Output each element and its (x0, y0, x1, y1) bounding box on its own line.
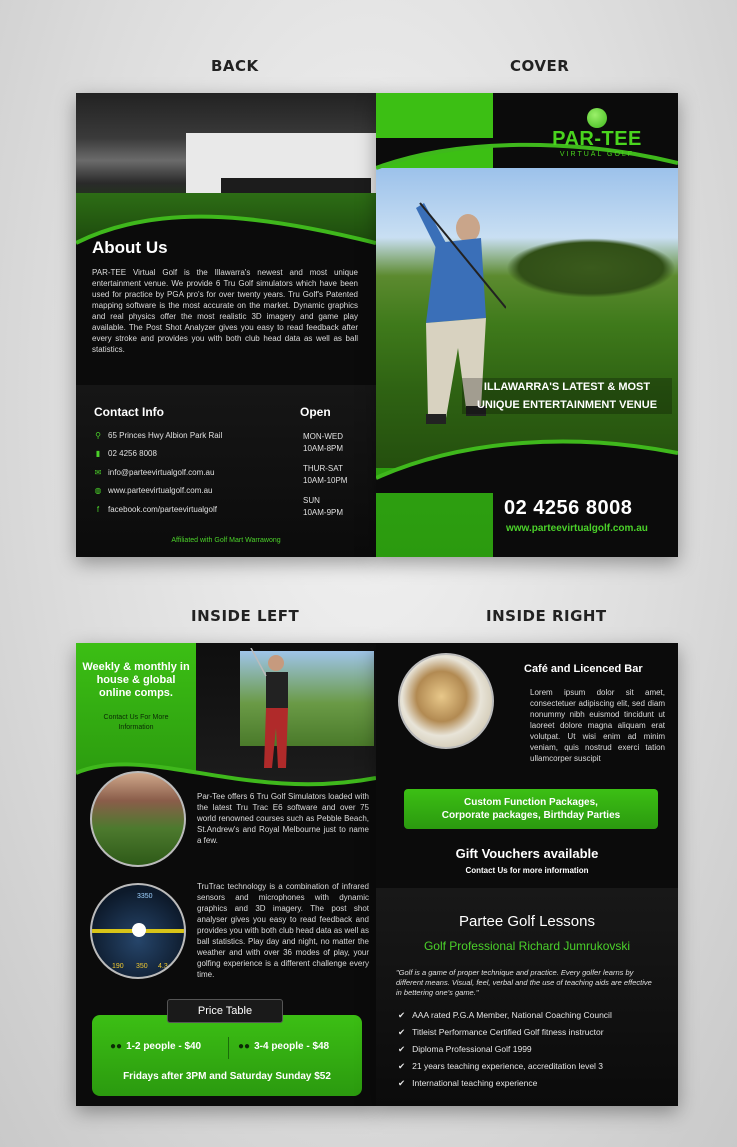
price-title: Price Table (167, 999, 283, 1023)
list-item: ✔ AAA rated P.G.A Member, National Coaching Council (398, 1010, 612, 1020)
contact-website[interactable]: ◍ www.parteevirtualgolf.com.au (94, 485, 213, 495)
contact-facebook[interactable]: f facebook.com/parteevirtualgolf (94, 505, 217, 514)
stat-1: 3350 (137, 893, 153, 900)
logo-sub: VIRTUAL GOLF (559, 151, 635, 158)
vouchers-title: Gift Vouchers available (455, 846, 599, 861)
qualifications-list (398, 1010, 658, 1095)
hours-list (303, 431, 347, 519)
heading-inside-right: INSIDE RIGHT (486, 607, 607, 625)
stat-2: 190 (112, 963, 124, 970)
lessons-title: Partee Golf Lessons (459, 913, 595, 930)
heading-inside-left: INSIDE LEFT (191, 607, 300, 625)
functions-box: Custom Function Packages, Corporate packages, Birthday Parties (404, 789, 658, 829)
globe-icon: ◍ (94, 485, 102, 495)
stat-3: 350 (136, 963, 148, 970)
cafe-text: Lorem ipsum dolor sit amet, consectetuer adipiscing elit, sed diam nonummy nibh euismod tincidunt ut laoreet dolore magna aliquam erat volutpat. Ut wisi enim ad minim veniam, quis nostrud exerci tation ullamcorper suscipit (530, 688, 665, 763)
hours-sun: SUN 10AM-9PM (303, 496, 344, 517)
price-table (92, 1005, 362, 1096)
vouchers-sub[interactable]: Contact Us for more information (465, 866, 589, 875)
about-title: About Us (92, 238, 168, 257)
list-item: ✔ 21 years teaching experience, accreditation level 3 (398, 1061, 604, 1071)
price-weekend: Fridays after 3PM and Saturday Sunday $52 (123, 1071, 331, 1082)
cover-website[interactable]: www.parteevirtualgolf.com.au (506, 523, 648, 534)
checkmark-icon: ✔ (398, 1044, 406, 1054)
promo-title: Weekly & monthly in house & global online comps. (82, 661, 190, 699)
hours-thur-sat: THUR-SAT 10AM-10PM (303, 464, 348, 485)
lessons-quote: "Golf is a game of proper technique and practice. Every golfer learns by different means. Visual, feel, verbal and the use of teaching aids are effective in bettering one's game." (396, 968, 652, 997)
list-item: ✔ International teaching experience (398, 1078, 538, 1088)
inside-right-panel (376, 643, 678, 1106)
mail-icon: ✉ (94, 467, 102, 477)
list-item: ✔ Diploma Professional Golf 1999 (398, 1044, 532, 1054)
simulators-paragraph: Par-Tee offers 6 Tru Golf Simulators loaded with the latest Tru Trac E6 software and over 75 world renowned courses such as Pebble Beach, St.Andrew's and Royal Melbourne just to name a few. (197, 792, 369, 845)
contact-email[interactable]: ✉ info@parteevirtualgolf.com.au (94, 467, 215, 477)
promo-contact[interactable]: Contact Us For More Information (103, 714, 169, 731)
price-3-4-people: ●● 3-4 people - $48 (238, 1041, 330, 1052)
list-item: ✔ Titleist Performance Certified Golf fitness instructor (398, 1027, 604, 1037)
heading-back: BACK (211, 57, 259, 75)
map-pin-icon: ⚲ (95, 430, 101, 440)
about-text: PAR-TEE Virtual Golf is the Illawarra's newest and most unique entertainment venue. We provide 6 Tru Golf simulators which have been used for practice by PGA pro's for over twenty years. Tru Golf's Patented mapping software is the most accurate on the market. Dynamic graphics and real physics offer the most realistic 3D imagery and game play available. The Post Shot Analyzer gives you easy to read feedback after every stroke and provides you with both club head data as well as ball statistics. (92, 268, 358, 354)
cover-panel (376, 93, 678, 557)
trutrac-paragraph: TruTrac technology is a combination of infrared sensors and microphones with dynamic graphics and 3D imagery. The post shot analyser gives you easy to read feedback and provides you with both club head data as well as ball statistics. Play day and night, no matter the weather and with over 36 modes of play, your golfing experience is a different challenge every time. (197, 882, 369, 979)
golfer-cover-photo (376, 148, 678, 468)
price-1-2-people: ●● 1-2 people - $40 (110, 1041, 202, 1052)
inside-left-panel (76, 643, 376, 1106)
facebook-icon: f (96, 504, 100, 514)
stat-4: 4.3 (158, 963, 168, 970)
golf-ball-icon (587, 108, 607, 128)
course-circle-photo (90, 771, 186, 867)
people-icon: ●● (110, 1041, 123, 1052)
hours-mon-wed: MON-WED 10AM-8PM (303, 432, 344, 453)
back-panel (76, 93, 376, 557)
contact-phone[interactable]: ▮ 02 4256 8008 (95, 448, 157, 458)
cafe-title: Café and Licenced Bar (524, 663, 643, 675)
checkmark-icon: ✔ (398, 1027, 406, 1037)
checkmark-icon: ✔ (398, 1078, 406, 1088)
cover-bottom-wave (376, 433, 678, 493)
logo-main: PAR-TEE (552, 128, 642, 150)
affiliated-text: Affiliated with Golf Mart Warrawong (171, 537, 281, 544)
checkmark-icon: ✔ (398, 1061, 406, 1071)
checkmark-icon: ✔ (398, 1010, 406, 1020)
contact-title: Contact Info (94, 405, 164, 419)
food-circle-photo (398, 653, 494, 749)
contact-address: ⚲ 65 Princes Hwy Albion Park Rail (95, 430, 223, 440)
heading-cover: COVER (510, 57, 570, 75)
phone-icon: ▮ (95, 448, 101, 458)
cover-phone[interactable]: 02 4256 8008 (504, 497, 633, 519)
people-icon: ●● (238, 1041, 251, 1052)
partee-logo (541, 108, 653, 158)
open-title: Open (300, 405, 331, 419)
pro-name: Golf Professional Richard Jumrukovski (423, 939, 631, 953)
cover-tagline: ILLAWARRA'S LATEST & MOST UNIQUE ENTERTAINMENT VENUE (462, 378, 672, 414)
stats-circle-screen (90, 883, 186, 979)
